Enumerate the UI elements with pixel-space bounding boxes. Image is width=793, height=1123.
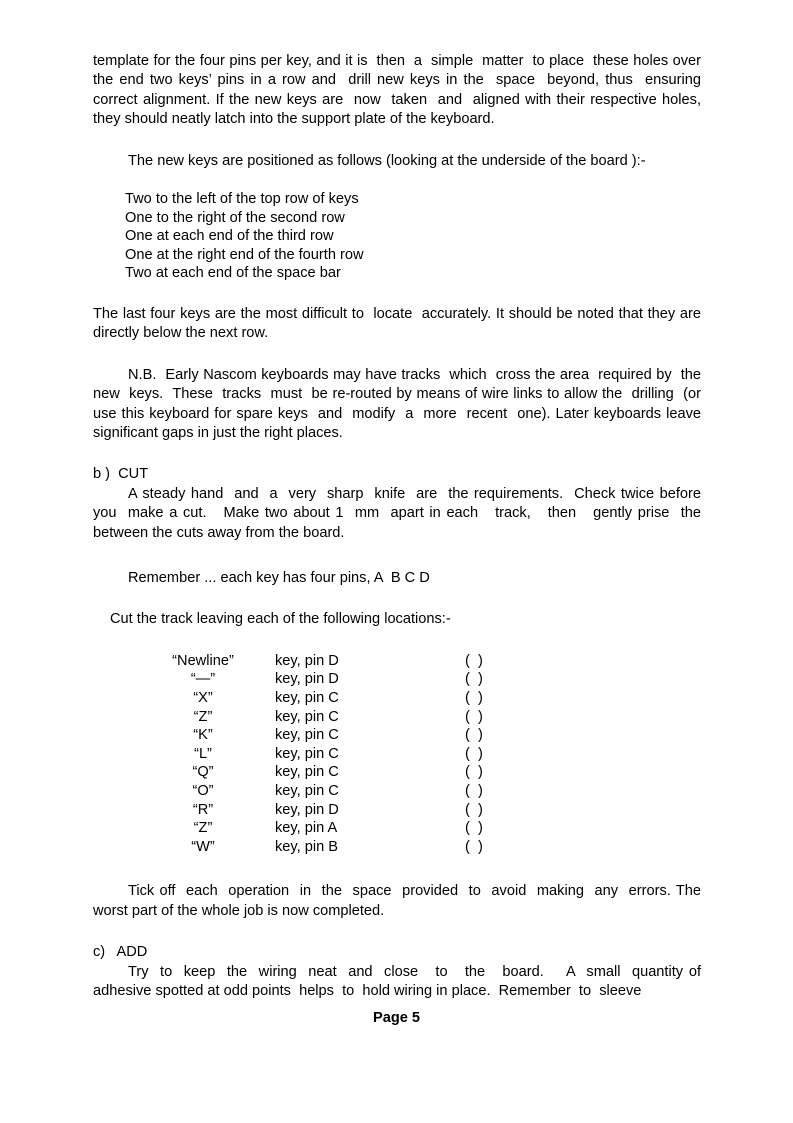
- spacer: [93, 543, 701, 569]
- table-cell-tick: ( ): [465, 783, 483, 800]
- table-row: [148, 689, 483, 708]
- table-cell-key: “Z”: [193, 708, 213, 725]
- spacer: [93, 283, 701, 305]
- table-cell-tick: ( ): [465, 838, 483, 855]
- table-cell-pin: key, pin D: [275, 652, 339, 669]
- paragraph-template-holes: template for the four pins per key, and it is then a simple matter to place these holes over the end two keys’ pins in a row and drill new keys in the space beyond, thus ensuring correct alignment. If the new keys are now taken and aligned with their respective holes, they should neatly latch into the support plate of the keyboard.: [93, 53, 706, 128]
- paragraph-new-key-positions: The new keys are positioned as follows (looking at the underside of the board ):-: [128, 152, 646, 169]
- list-item: One at the right end of the fourth row: [125, 246, 364, 263]
- paragraph-add-instructions: Try to keep the wiring neat and close to the board. A small quantity of adhesive spotted at odd points helps to hold wiring in place. Remember to sleeve: [93, 963, 706, 1000]
- position-list: [93, 190, 701, 283]
- table-row: [148, 652, 483, 671]
- table-cell-pin: key, pin D: [275, 801, 339, 818]
- spacer: [93, 443, 701, 465]
- spacer: [93, 171, 701, 190]
- paragraph-nb-early-nascom: N.B. Early Nascom keyboards may have tracks which cross the area required by the new keys. These tracks must be re-routed by means of wire links to allow the drilling (or use this keyboard for spare keys and modify a more recent one). Later keyboards leave significant gaps in just the right places.: [93, 366, 710, 442]
- table-cell-pin: key, pin D: [275, 671, 339, 688]
- table-cell-key: “R”: [192, 801, 214, 818]
- table-cell-tick: ( ): [465, 727, 483, 744]
- table-cell-key: “—”: [190, 671, 216, 688]
- list-item: Two at each end of the space bar: [125, 265, 341, 282]
- paragraph-cut-track-intro: Cut the track leaving each of the following locations:-: [110, 611, 451, 628]
- table-cell-tick: ( ): [465, 820, 483, 837]
- spacer: [93, 856, 701, 882]
- paragraph-tick-off: Tick off each operation in the space provided to avoid making any errors. The worst part of the whole job is now completed.: [93, 883, 706, 919]
- table-row: [148, 726, 483, 745]
- table-cell-key: “Newline”: [172, 652, 234, 669]
- section-heading-add: c) ADD: [93, 944, 148, 961]
- paragraph-last-four-keys: The last four keys are the most difficult to locate accurately. It should be noted that they are directly below the next row.: [93, 306, 706, 342]
- table-cell-pin: key, pin C: [275, 745, 339, 762]
- table-row: [148, 745, 483, 764]
- list-item: One to the right of the second row: [125, 209, 345, 226]
- table-cell-pin: key, pin C: [275, 708, 339, 725]
- table-cell-tick: ( ): [465, 652, 483, 669]
- table-cell-key: “L”: [194, 745, 212, 762]
- table-row: [148, 819, 483, 838]
- paragraph-remember-pins: Remember ... each key has four pins, A B C D: [128, 570, 430, 587]
- table-cell-pin: key, pin C: [275, 764, 339, 781]
- table-cell-tick: ( ): [465, 671, 483, 688]
- table-cell-key: “K”: [193, 727, 213, 744]
- pin-cut-table: [148, 652, 483, 857]
- list-item: Two to the left of the top row of keys: [125, 191, 359, 208]
- page-footer: Page 5: [372, 1010, 421, 1026]
- table-cell-tick: ( ): [465, 690, 483, 707]
- table-cell-pin: key, pin C: [275, 727, 339, 744]
- table-cell-pin: key, pin C: [275, 690, 339, 707]
- spacer: [93, 130, 701, 152]
- table-cell-tick: ( ): [465, 764, 483, 781]
- spacer: [93, 630, 701, 652]
- table-cell-key: “X”: [193, 690, 213, 707]
- table-row: [148, 782, 483, 801]
- table-cell-key: “W”: [191, 838, 215, 855]
- table-row: [148, 708, 483, 727]
- table-cell-tick: ( ): [465, 801, 483, 818]
- table-cell-key: “O”: [192, 783, 214, 800]
- table-row: [148, 763, 483, 782]
- paragraph-cut-instructions: A steady hand and a very sharp knife are the requirements. Check twice before you make a cut. Make two about 1 mm apart in each track, then gently prise the between the cuts away from the board.: [93, 485, 710, 541]
- table-cell-key: “Z”: [193, 820, 213, 837]
- spacer: [93, 344, 701, 366]
- table-row: [148, 670, 483, 689]
- table-row: [148, 801, 483, 820]
- table-row: [148, 838, 483, 857]
- page-body: [93, 52, 710, 1001]
- table-cell-pin: key, pin C: [275, 783, 339, 800]
- section-heading-cut: b ) CUT: [93, 466, 149, 483]
- table-cell-pin: key, pin A: [275, 820, 338, 837]
- spacer: [93, 921, 701, 943]
- pin-cut-table-body: [148, 652, 483, 857]
- table-cell-key: “Q”: [192, 764, 214, 781]
- table-cell-pin: key, pin B: [275, 838, 338, 855]
- spacer: [93, 588, 701, 610]
- list-item: One at each end of the third row: [125, 228, 334, 245]
- table-cell-tick: ( ): [465, 708, 483, 725]
- table-cell-tick: ( ): [465, 745, 483, 762]
